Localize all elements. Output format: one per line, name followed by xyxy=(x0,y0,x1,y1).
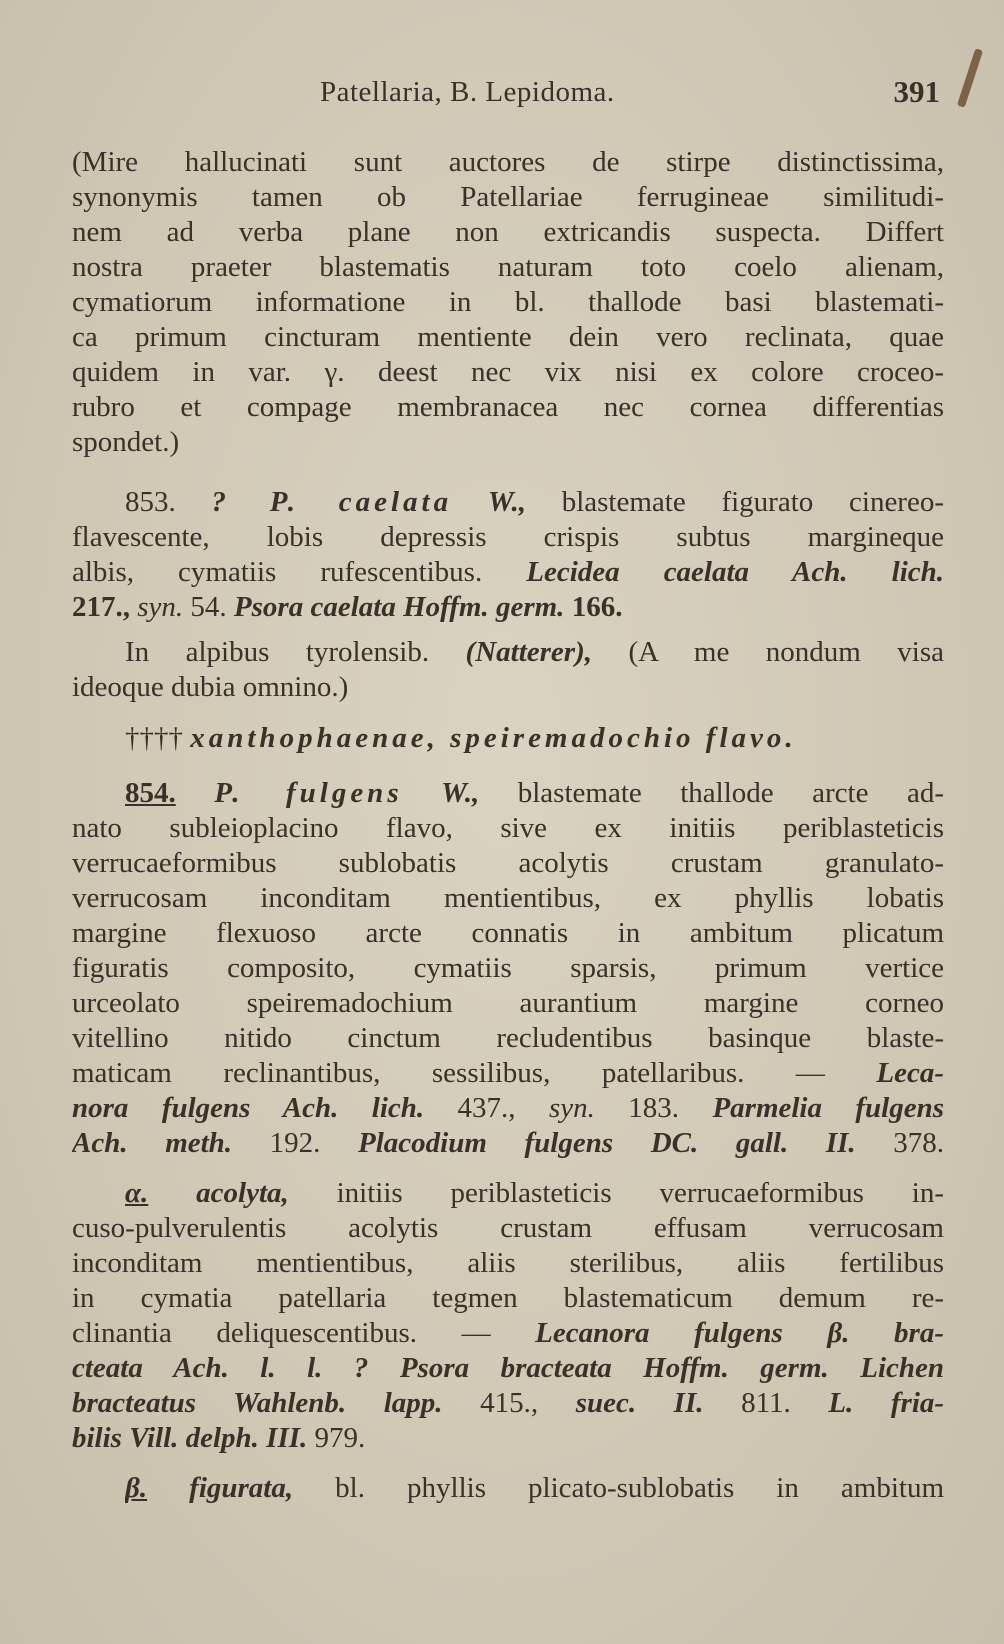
description-text: maticam reclinantibus, sessilibus, patellaribus. — xyxy=(72,1057,825,1089)
synonym-citation: Leca- xyxy=(876,1057,944,1089)
text-line: cuso-pulverulentis acolytis crustam effusam verrucosam xyxy=(72,1212,944,1244)
synonym-citation: Lecanora fulgens β. bra- xyxy=(535,1317,944,1349)
page-title: Patellaria, B. Lepidoma. xyxy=(320,76,615,108)
synonym-citation: nora fulgens Ach. lich. xyxy=(72,1092,425,1124)
text-line: vitellino nitido cinctum recludentibus basinque blaste- xyxy=(72,1022,944,1054)
variety-name: acolyta, xyxy=(196,1177,289,1209)
locality-text: In alpibus tyrolensib. xyxy=(125,636,430,668)
citation-number: 415., xyxy=(480,1387,539,1419)
edge-mark xyxy=(957,48,983,108)
variety-alpha-line xyxy=(125,1177,944,1211)
variety-beta-line xyxy=(125,1472,944,1506)
text-line xyxy=(72,1057,944,1091)
description-text: bl. phyllis plicato-sublobatis in ambitum xyxy=(335,1472,944,1504)
section-title: xanthophaenae, speiremadochio flavo. xyxy=(190,722,797,754)
text-line xyxy=(72,556,944,590)
text-line: spondet.) xyxy=(72,426,180,458)
citation-number: 378. xyxy=(893,1127,944,1159)
variety-name: figurata, xyxy=(189,1472,294,1504)
citation-number: 166. xyxy=(571,591,623,623)
text-line: nem ad verba plane non extricandis suspecta. Differt xyxy=(72,216,944,248)
synonym-citation: L. fria- xyxy=(828,1387,944,1419)
text-line: nostra praeter blastematis naturam toto coelo alienam, xyxy=(72,251,944,283)
collector-name: (Natterer), xyxy=(465,636,592,668)
section-heading xyxy=(125,722,944,756)
text-line xyxy=(72,591,944,625)
synonym-citation: Ach. meth. xyxy=(72,1127,233,1159)
description-text: blastemate thallode arcte ad- xyxy=(517,777,944,809)
text-line: verrucosam inconditam mentientibus, ex phyllis lobatis xyxy=(72,882,944,914)
synonym-citation: Parmelia fulgens xyxy=(712,1092,944,1124)
text-line: synonymis tamen ob Patellariae ferrugineae similitudi- xyxy=(72,181,944,213)
citation-abbrev: suec. II. xyxy=(575,1387,704,1419)
running-header xyxy=(70,72,940,112)
text-line: figuratis composito, cymatiis sparsis, primum vertice xyxy=(72,952,944,984)
synonym-citation: bilis Vill. delph. III. xyxy=(72,1422,308,1454)
text-line: (Mire hallucinati sunt auctores de stirpe distinctissima, xyxy=(72,146,944,178)
citation-number: 54. xyxy=(190,591,227,623)
citation-abbrev: syn. xyxy=(548,1092,595,1124)
text-line: in cymatia patellaria tegmen blastematicum demum re- xyxy=(72,1282,944,1314)
text-line: ideoque dubia omnino.) xyxy=(72,671,349,703)
citation-abbrev: syn. xyxy=(137,591,184,623)
species-name: ? P. caelata xyxy=(211,486,453,518)
entry-854-line xyxy=(125,777,944,811)
citation-number: 192. xyxy=(269,1127,321,1159)
description-text: blastemate figurato cinereo- xyxy=(561,486,944,518)
text-line xyxy=(72,1387,944,1421)
text-line xyxy=(72,1092,944,1126)
entry-number: 853. xyxy=(125,486,176,518)
variety-label: α. xyxy=(125,1177,149,1209)
citation-number: 437., xyxy=(457,1092,516,1124)
variety-label: β. xyxy=(125,1472,148,1504)
text-line: nato subleioplacino flavo, sive ex initiis periblasteticis xyxy=(72,812,944,844)
text-line xyxy=(72,1127,944,1161)
synonym-citation: Placodium fulgens DC. gall. II. xyxy=(358,1127,856,1159)
species-name: P. fulgens xyxy=(214,777,403,809)
text-line: cteata Ach. l. l. ? Psora bracteata Hoffm. germ. Lichen xyxy=(72,1352,944,1384)
text-line: urceolato speiremadochium aurantium margine corneo xyxy=(72,987,944,1019)
synonym-citation: Lecidea caelata Ach. lich. xyxy=(526,556,944,588)
daggers: †††† xyxy=(125,722,183,754)
text-line: margine flexuoso arcte connatis in ambitum plicatum xyxy=(72,917,944,949)
text-line: ca primum cincturam mentiente dein vero reclinata, quae xyxy=(72,321,944,353)
text-line: inconditam mentientibus, aliis sterilibus, aliis fertilibus xyxy=(72,1247,944,1279)
synonym-citation: bracteatus Wahlenb. lapp. xyxy=(72,1387,443,1419)
citation-number: 811. xyxy=(741,1387,791,1419)
text-line: rubro et compage membranacea nec cornea differentias xyxy=(72,391,944,423)
text-line: cymatiorum informatione in bl. thallode basi blastemati- xyxy=(72,286,944,318)
description-text: clinantia deliquescentibus. — xyxy=(72,1317,491,1349)
entry-853-line xyxy=(125,486,944,520)
citation-number: 979. xyxy=(314,1422,366,1454)
text-line: quidem in var. γ. deest nec vix nisi ex colore croceo- xyxy=(72,356,944,388)
citation-number: 183. xyxy=(628,1092,680,1124)
text-line: verrucaeformibus sublobatis acolytis crustam granulato- xyxy=(72,847,944,879)
species-author: W., xyxy=(487,486,526,518)
page-number: 391 xyxy=(893,74,940,109)
species-author: W., xyxy=(441,777,480,809)
locality-line xyxy=(125,636,944,670)
note-text: (A me nondum visa xyxy=(628,636,944,668)
text-line xyxy=(72,1317,944,1351)
text-line: flavescente, lobis depressis crispis subtus margineque xyxy=(72,521,944,553)
text-line xyxy=(72,1422,944,1456)
synonym-citation: Psora caelata Hoffm. germ. xyxy=(233,591,565,623)
description-text: initiis periblasteticis verrucaeformibus in- xyxy=(336,1177,944,1209)
entry-number: 854. xyxy=(125,777,176,809)
description-text: albis, cymatiis rufescentibus. xyxy=(72,556,483,588)
citation-number: 217., xyxy=(72,591,130,623)
